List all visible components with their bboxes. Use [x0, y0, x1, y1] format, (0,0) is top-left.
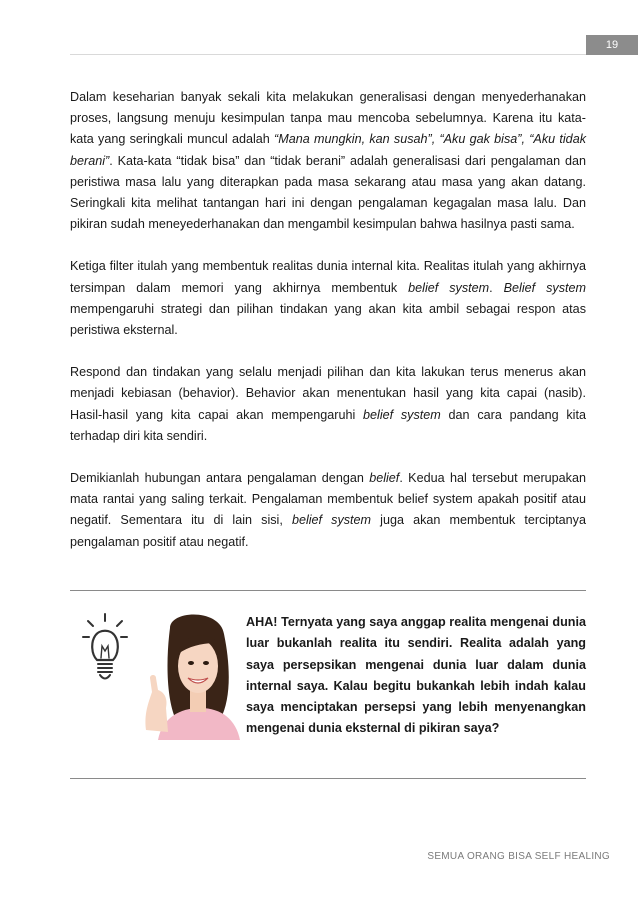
- text-run: . Kata-kata “tidak bisa” dan “tidak berani” adalah generalisasi dari pengalaman dan peristiwa masa lalu yang diterapkan pada masa sekarang atau masa yang akan datang. Seringkali kita melihat tantangan hari ini dengan pengalaman kegagalan masa lalu. Dan pikiran sudah meneyederhanakan dan mengambil kesimpulan bahwa hasilnya pasti sama.: [70, 153, 586, 232]
- text-run: . Kedua hal tersebut merupakan mata rantai yang saling terkait. Pengalaman membentuk belief system apakah positif atau negatif. Sementara itu di lain sisi,: [70, 471, 586, 528]
- lightbulb-icon: [82, 612, 128, 686]
- italic-run: belief: [369, 471, 400, 486]
- callout-bottom-rule: [70, 778, 586, 779]
- running-footer: SEMUA ORANG BISA SELF HEALING: [427, 851, 610, 862]
- woman-pointing-illustration: [140, 608, 240, 740]
- text-run: Dalam keseharian banyak sekali kita melakukan generalisasi dengan menyederhanakan proses, langsung menuju kesimpulan tanpa mau mencoba sebelumnya. Karena itu kata-kata yang seringkali muncul adalah: [70, 90, 586, 147]
- page-number: 19: [586, 35, 638, 55]
- text-run: juga akan membentuk terciptanya pengalaman positif atau negatif.: [70, 513, 586, 549]
- italic-run: belief system: [363, 407, 441, 422]
- body-text: [70, 87, 586, 574]
- italic-run: belief system: [408, 280, 490, 295]
- body-paragraph: [70, 87, 586, 235]
- text-run: .: [489, 280, 504, 295]
- text-run: Respond dan tindakan yang selalu menjadi pilihan dan kita lakukan terus menerus akan menjadi kebiasan (behavior). Behavior akan menentukan hasil yang kita capai (nasib). Hasil-hasil yang kita capai akan mempengaruhi: [70, 365, 586, 422]
- italic-run: Belief system: [503, 280, 587, 295]
- italic-run: belief system: [291, 513, 372, 528]
- body-paragraph: [70, 468, 586, 553]
- text-run: Demikianlah hubungan antara pengalaman dengan: [70, 471, 370, 486]
- text-run: dan cara pandang kita terhadap diri kita sendiri.: [70, 407, 586, 443]
- body-paragraph: [70, 256, 586, 341]
- aha-callout-text: AHA! Ternyata yang saya anggap realita mengenai dunia luar bukanlah realita itu sendiri. Realita adalah yang saya persepsikan mengenai dunia luar dalam dunia internal saya. Kalau begitu bukankah lebih indah kalau saya menciptakan persepsi yang lebih menyenangkan mengenai dunia eksternal di pikiran saya?: [246, 615, 586, 736]
- italic-run: “Mana mungkin, kan susah”, “Aku gak bisa”, “Aku tidak berani”: [70, 132, 586, 168]
- callout-top-rule: [70, 590, 586, 591]
- text-run: Ketiga filter itulah yang membentuk realitas dunia internal kita. Realitas itulah yang akhirnya tersimpan dalam memori yang akhirnya membentuk: [70, 259, 586, 295]
- text-run: mempengaruhi strategi dan pilihan tindakan yang akan kita ambil sebagai respon atas peristiwa eksternal.: [70, 301, 586, 338]
- header-rule: [70, 54, 586, 55]
- body-paragraph: [70, 362, 586, 447]
